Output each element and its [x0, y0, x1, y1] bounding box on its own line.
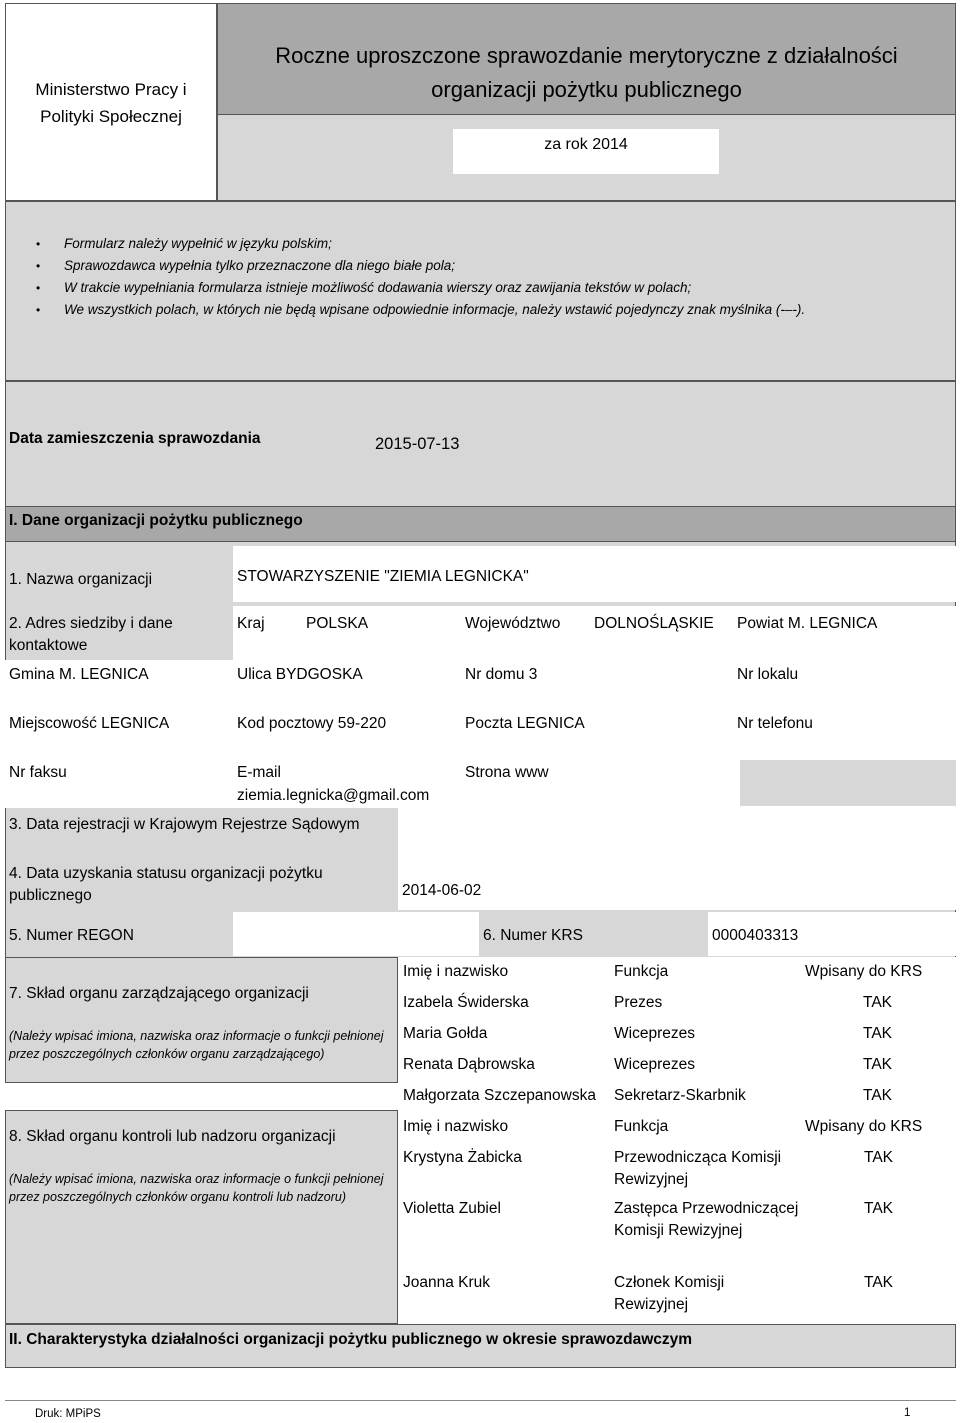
status-date-field[interactable] [398, 858, 956, 910]
country-label: Kraj [237, 615, 265, 632]
print-label: Druk: MPiPS [35, 1408, 101, 1420]
control-member-function: Zastępca Przewodniczącej Komisji Rewizyjnej [614, 1200, 799, 1239]
apartment-number-label: Nr lokalu [737, 666, 799, 683]
krs-date-field[interactable] [398, 808, 956, 858]
board-member-function: Prezes [614, 994, 663, 1011]
control-member-function: Przewodnicząca Komisji Rewizyjnej [614, 1149, 782, 1188]
year-label: za rok 2014 [544, 136, 628, 153]
board-member-name: Małgorzata Szczepanowska [403, 1087, 596, 1104]
county-value: Powiat M. LEGNICA [737, 615, 878, 632]
public-benefit-status-date: 2014-06-02 [402, 882, 482, 899]
board-member-function: Wiceprezes [614, 1056, 695, 1073]
instruction-item: • Formularz należy wypełnić w języku polskim; [33, 233, 805, 255]
control-member-name: Violetta Zubiel [403, 1200, 501, 1217]
instructions-box [5, 201, 956, 381]
control-member-name: Joanna Kruk [403, 1274, 491, 1291]
country-value: POLSKA [306, 615, 369, 632]
regon-label: 5. Numer REGON [9, 927, 134, 944]
publication-date-label: Data zamieszczenia sprawozdania [9, 430, 261, 447]
footer-line [5, 1400, 956, 1401]
board-note: (Należy wpisać imiona, nazwiska oraz informacje o funkcji pełnionej przez poszczególnych członków organu zarządzającego) [9, 1029, 384, 1061]
board-header-name: Imię i nazwisko [403, 963, 509, 980]
board-header-function: Funkcja [614, 963, 669, 980]
krs-number-label: 6. Numer KRS [483, 927, 583, 944]
address-label: 2. Adres siedziby i dane kontaktowe [9, 615, 173, 654]
board-member-krs: TAK [863, 1025, 892, 1042]
control-title: 8. Skład organu kontroli lub nadzoru organizacji [9, 1128, 336, 1145]
section2-title: II. Charakterystyka działalności organizacji pożytku publicznego w okresie sprawozdawczym [9, 1331, 693, 1348]
instruction-item: • W trakcie wypełniania formularza istnieje możliwość dodawania wierszy oraz zawijania tekstów w polach; [33, 277, 805, 299]
house-number-value: Nr domu 3 [465, 666, 538, 683]
control-header-krs: Wpisany do KRS [805, 1118, 923, 1135]
section1-title: I. Dane organizacji pożytku publicznego [9, 512, 303, 529]
board-member-krs: TAK [863, 994, 892, 1011]
board-member-krs: TAK [863, 1087, 892, 1104]
board-member-function: Wiceprezes [614, 1025, 695, 1042]
email-label: E-mail [237, 764, 281, 781]
org-name-label: 1. Nazwa organizacji [9, 571, 153, 588]
control-member-krs: TAK [864, 1200, 893, 1217]
website-label: Strona www [465, 764, 549, 781]
report-title-line2: organizacji pożytku publicznego [431, 77, 742, 102]
board-header-krs: Wpisany do KRS [805, 963, 923, 980]
publication-date-value: 2015-07-13 [375, 435, 460, 453]
control-member-krs: TAK [864, 1149, 893, 1166]
control-member-name: Krystyna Żabicka [403, 1149, 522, 1166]
board-member-name: Renata Dąbrowska [403, 1056, 535, 1073]
board-member-name: Maria Gołda [403, 1025, 488, 1042]
instruction-item: • Sprawozdawca wypełnia tylko przeznaczone dla niego białe pola; [33, 255, 805, 277]
report-title-line1: Roczne uproszczone sprawozdanie merytoryczne z działalności [275, 43, 898, 68]
regon-field[interactable] [233, 912, 479, 956]
control-member-krs: TAK [864, 1274, 893, 1291]
public-benefit-status-label: 4. Data uzyskania statusu organizacji pożytku publicznego [9, 865, 323, 904]
email-value: ziemia.legnicka@gmail.com [237, 787, 430, 804]
voivodeship-label: Województwo [465, 615, 561, 632]
postal-code-value: Kod pocztowy 59-220 [237, 715, 387, 732]
control-header-name: Imię i nazwisko [403, 1118, 509, 1135]
phone-label: Nr telefonu [737, 715, 813, 732]
voivodeship-value: DOLNOŚLĄSKIE [594, 615, 714, 632]
board-title: 7. Skład organu zarządzającego organizacji [9, 985, 309, 1002]
control-member-function: Członek Komisji Rewizyjnej [614, 1274, 725, 1313]
instruction-item: • We wszystkich polach, w których nie będą wpisane odpowiednie informacje, należy wstawić pojedynczy znak myślnika (-–-). [33, 299, 805, 321]
fax-label: Nr faksu [9, 764, 67, 781]
locality-value: Miejscowość LEGNICA [9, 715, 170, 732]
board-member-krs: TAK [863, 1056, 892, 1073]
www-side-area [740, 760, 956, 806]
krs-number-value: 0000403313 [712, 927, 799, 944]
commune-value: Gmina M. LEGNICA [9, 666, 149, 683]
board-member-name: Izabela Świderska [403, 994, 529, 1011]
org-name-value: STOWARZYSZENIE "ZIEMIA LEGNICKA" [237, 568, 529, 585]
ministry-name: Ministerstwo Pracy i Polityki Społecznej [35, 80, 187, 126]
board-label-box [5, 957, 398, 1083]
post-office-value: Poczta LEGNICA [465, 715, 585, 732]
page-number: 1 [904, 1407, 911, 1419]
krs-registration-date-label: 3. Data rejestracji w Krajowym Rejestrze Sądowym [9, 816, 360, 833]
control-note: (Należy wpisać imiona, nazwiska oraz informacje o funkcji pełnionej przez poszczególnych członków organu kontroli lub nadzoru) [9, 1172, 384, 1204]
control-header-function: Funkcja [614, 1118, 669, 1135]
instructions-list [33, 233, 805, 321]
street-value: Ulica BYDGOSKA [237, 666, 363, 683]
board-member-function: Sekretarz-Skarbnik [614, 1087, 746, 1104]
